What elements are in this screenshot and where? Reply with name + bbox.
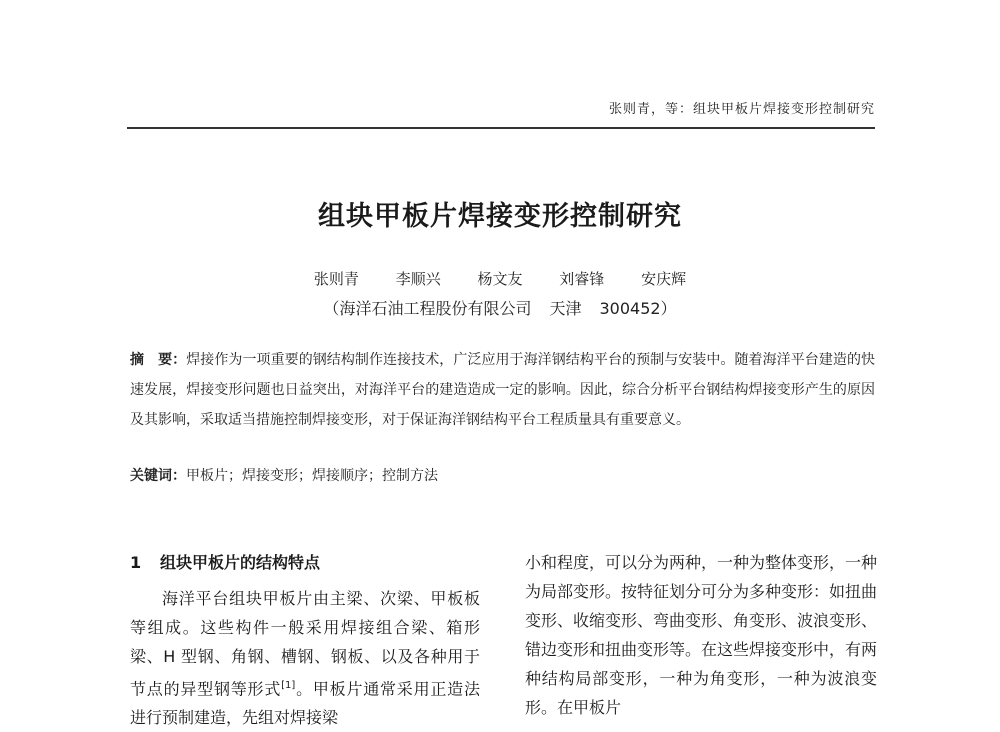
section-number: 1	[130, 553, 142, 572]
affiliation-postcode: 300452	[599, 299, 661, 318]
right-column	[525, 548, 877, 722]
header-rule	[127, 127, 875, 129]
citation: [1]	[281, 680, 296, 691]
abstract-label: 摘 要：	[130, 352, 187, 368]
abstract	[130, 345, 875, 435]
left-column	[130, 548, 480, 732]
paragraph-text: 海洋平台组块甲板片由主梁、次梁、甲板板等组成。这些构件一般采用焊接组合梁、箱形梁、H 型钢、角钢、槽钢、钢板、以及各种用于节点的异型钢等形式	[130, 589, 480, 699]
affiliation-org: 海洋石油工程股份有限公司	[339, 299, 532, 318]
author: 张则青	[313, 270, 359, 288]
paper-title: 组块甲板片焊接变形控制研究	[318, 201, 682, 232]
running-header: 张则青，等：组块甲板片焊接变形控制研究	[608, 102, 875, 117]
author: 李顺兴	[395, 270, 441, 288]
body-paragraph: 小和程度，可以分为两种，一种为整体变形，一种为局部变形。按特征划分可分为多种变形：如扭曲变形、收缩变形、弯曲变形、角变形、波浪变形、错边变形和扭曲变形等。在这些焊接变形中，有两种结构局部变形，一种为角变形，一种为波浪变形。在甲板片	[525, 553, 878, 717]
affiliation-city: 天津	[549, 299, 582, 318]
affiliation-close-paren: ）	[660, 299, 677, 318]
affiliation	[0, 296, 1000, 319]
author-list	[0, 268, 1000, 289]
section-title: 组块甲板片的结构特点	[160, 553, 321, 572]
body-paragraph	[130, 584, 480, 732]
paragraph-text-continued: 。甲板片通常采用正造法进行预制建造，先组对焊接梁	[130, 679, 480, 728]
keywords-label: 关键词：	[130, 468, 186, 484]
author: 刘睿锋	[559, 270, 605, 288]
affiliation-open-paren: （	[323, 299, 340, 318]
section-heading	[130, 548, 480, 578]
keywords	[130, 461, 875, 491]
abstract-text: 焊接作为一项重要的钢结构制作连接技术，广泛应用于海洋钢结构平台的预制与安装中。随着海洋平台建造的快速发展，焊接变形问题也日益突出，对海洋平台的建造造成一定的影响。因此，综合分析平台钢结构焊接变形产生的原因及其影响，采取适当措施控制焊接变形，对于保证海洋钢结构平台工程质量具有重要意义。	[130, 352, 876, 428]
author: 杨文友	[477, 270, 523, 288]
keywords-text: 甲板片；焊接变形；焊接顺序；控制方法	[186, 468, 438, 484]
author: 安庆辉	[641, 270, 687, 288]
